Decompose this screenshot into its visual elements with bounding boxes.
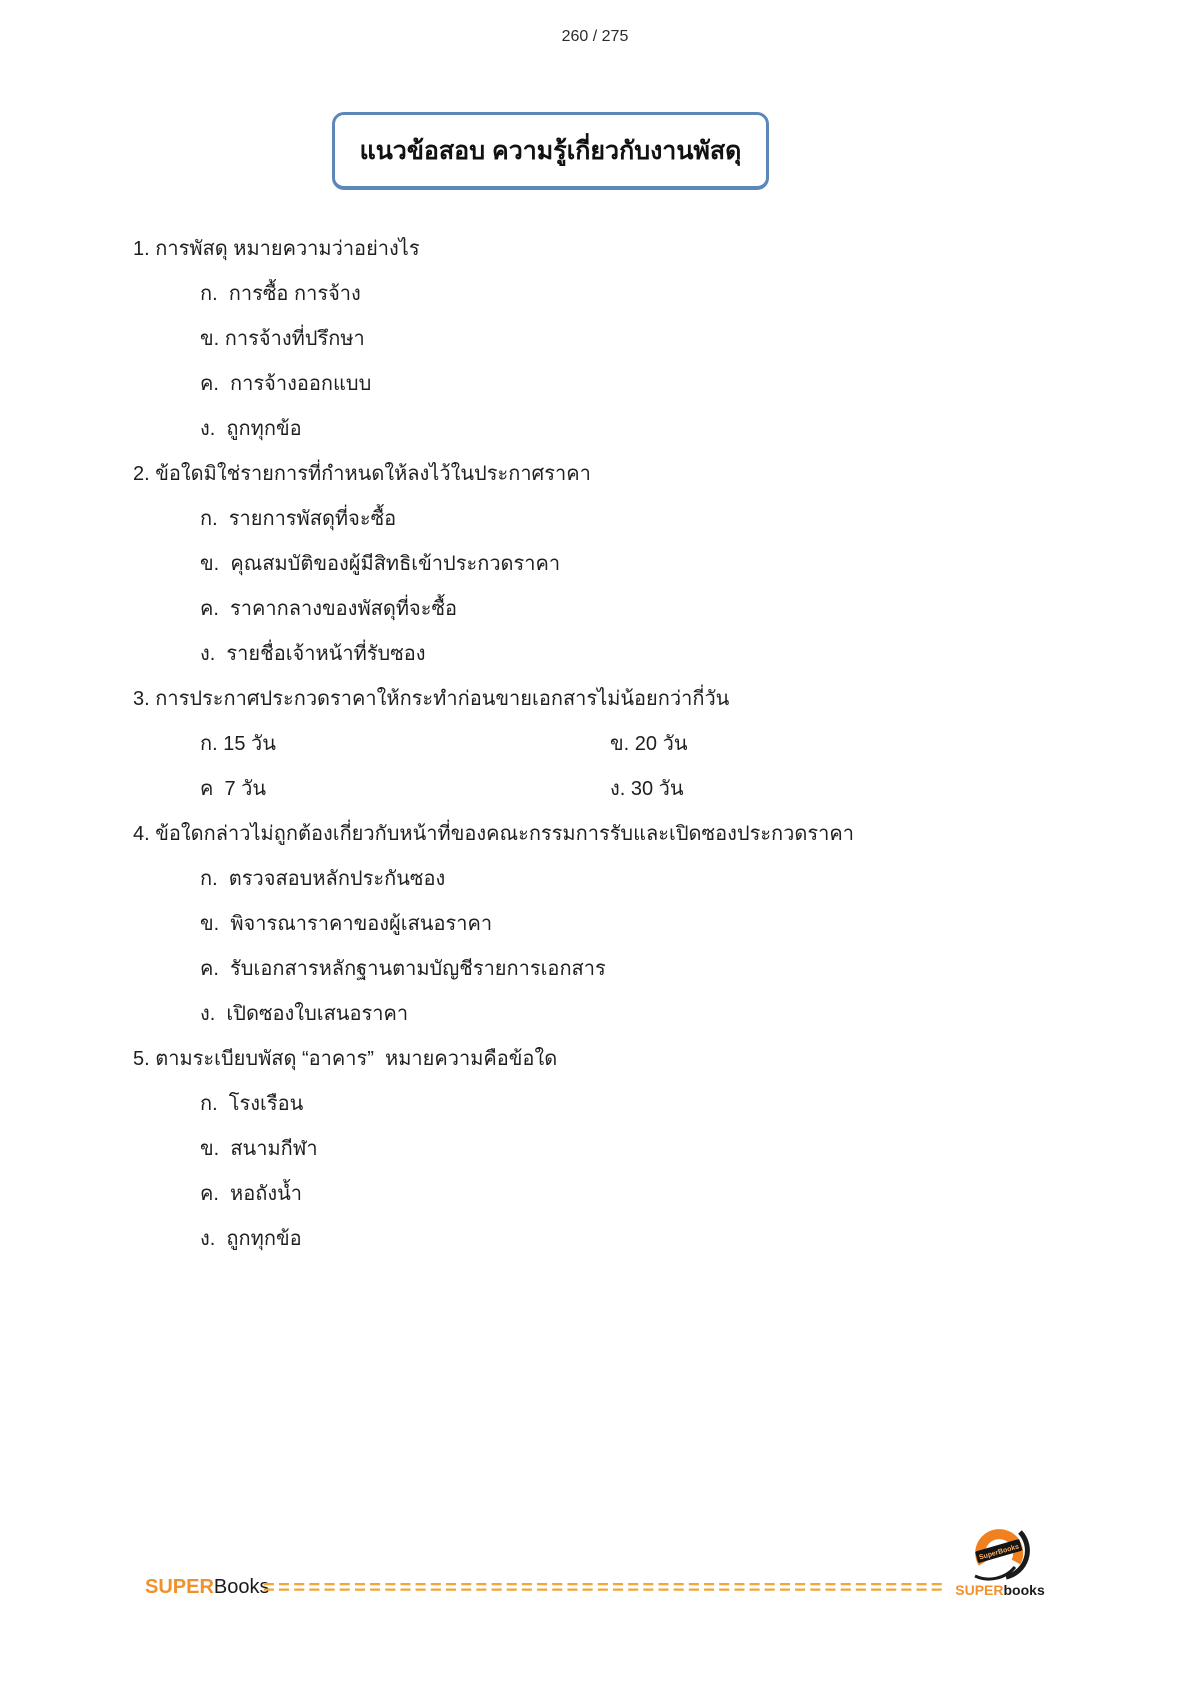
question-1-choices	[133, 270, 1110, 450]
choice-b: ข. คุณสมบัติของผู้มีสิทธิเข้าประกวดราคา	[200, 552, 561, 575]
choice-a: ก. โรงเรือน	[200, 1092, 304, 1115]
choice-d: ง. เปิดซองใบเสนอราคา	[200, 1002, 409, 1025]
question-1	[133, 225, 1110, 450]
footer-logo	[950, 1522, 1050, 1598]
brand-books-label: Books	[213, 1576, 270, 1598]
title-box	[332, 112, 769, 190]
footer-logo-wordmark	[950, 1582, 1050, 1598]
choice-a: ก. 15 วัน	[200, 732, 276, 755]
question-text: 3. การประกาศประกวดราคาให้กระทำก่อนขายเอกสารไม่น้อยกว่ากี่วัน	[133, 687, 730, 710]
choice-b: ข. การจ้างที่ปรึกษา	[200, 327, 365, 350]
question-2	[133, 450, 1110, 675]
logo-super-label: SUPER	[955, 1582, 1004, 1598]
choice-c: ค. รับเอกสารหลักฐานตามบัญชีรายการเอกสาร	[200, 957, 606, 980]
footer-brand-left	[145, 1576, 270, 1599]
superbooks-swoosh-icon	[969, 1522, 1031, 1584]
choice-a: ก. รายการพัสดุที่จะซื้อ	[200, 507, 397, 530]
choice-b: ข. 20 วัน	[610, 732, 688, 755]
question-5	[133, 1035, 1110, 1260]
brand-super-label: SUPER	[145, 1576, 214, 1598]
page-title: แนวข้อสอบ ความรู้เกี่ยวกับงานพัสดุ	[359, 136, 742, 165]
choice-a: ก. การซื้อ การจ้าง	[200, 282, 361, 305]
question-text: 1. การพัสดุ หมายความว่าอย่างไร	[133, 237, 420, 260]
choice-d: ง. 30 วัน	[610, 777, 684, 800]
question-text: 5. ตามระเบียบพัสดุ “อาคาร” หมายความคือข้อใด	[133, 1047, 558, 1070]
questions-list	[133, 225, 1110, 1260]
question-4	[133, 810, 1110, 1035]
question-3	[133, 675, 1110, 810]
footer-separator-line: =============================================	[263, 1577, 947, 1599]
choice-a: ก. ตรวจสอบหลักประกันซอง	[200, 867, 446, 890]
logo-books-label: books	[1003, 1582, 1045, 1598]
choice-c: ค. หอถังน้ำ	[200, 1182, 303, 1205]
choice-c: ค. การจ้างออกแบบ	[200, 372, 372, 395]
choice-d: ง. รายชื่อเจ้าหน้าที่รับซอง	[200, 642, 426, 665]
question-4-choices	[133, 855, 1110, 1035]
choice-c: ค 7 วัน	[200, 777, 267, 800]
question-2-choices	[133, 495, 1110, 675]
choice-b: ข. สนามกีฬา	[200, 1137, 318, 1160]
choice-b: ข. พิจารณาราคาของผู้เสนอราคา	[200, 912, 493, 935]
page-number: 260 / 275	[561, 28, 629, 45]
choice-d: ง. ถูกทุกข้อ	[200, 1227, 302, 1250]
svg-text:SuperBooks: SuperBooks	[978, 1543, 1020, 1562]
choice-c: ค. ราคากลางของพัสดุที่จะซื้อ	[200, 597, 458, 620]
question-5-choices	[133, 1080, 1110, 1260]
question-text: 2. ข้อใดมิใช่รายการที่กำหนดให้ลงไว้ในประกาศราคา	[133, 462, 591, 485]
question-3-choices	[133, 720, 1110, 810]
question-text: 4. ข้อใดกล่าวไม่ถูกต้องเกี่ยวกับหน้าที่ของคณะกรรมการรับและเปิดซองประกวดราคา	[133, 822, 854, 845]
choice-d: ง. ถูกทุกข้อ	[200, 417, 302, 440]
